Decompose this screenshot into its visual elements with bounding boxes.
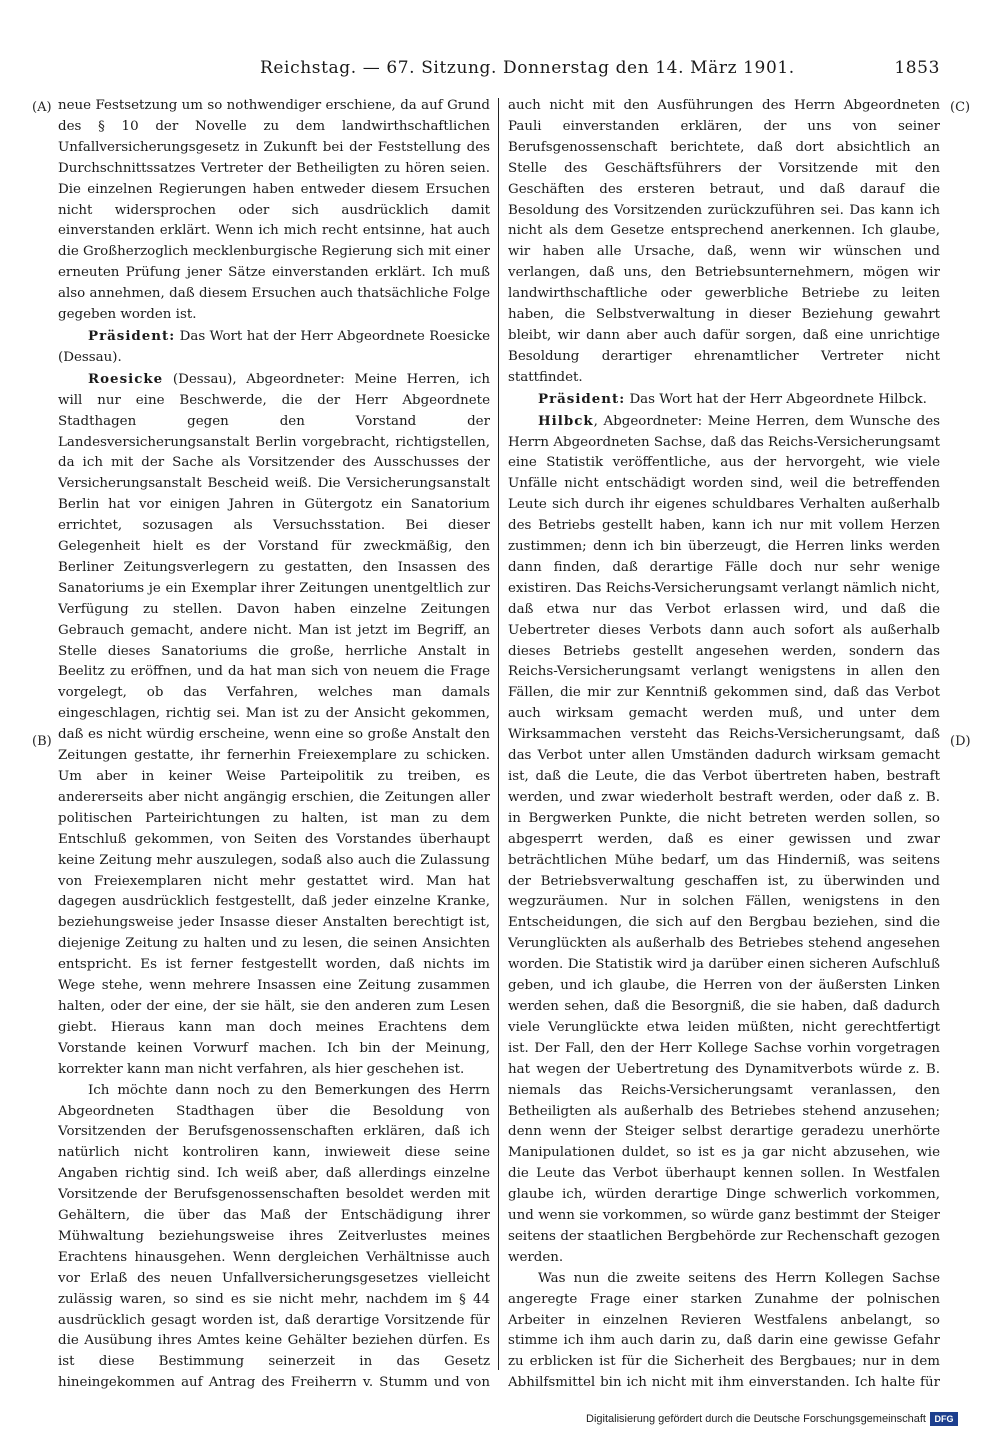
left-paragraph-2	[58, 326, 490, 369]
left-paragraph-3	[58, 369, 490, 1081]
right-paragraph-1: auch nicht mit den Ausführungen des Herrn Abgeordneten Pauli einverstanden erklären, der uns von seiner Berufsgenossenschaft berichtete, daß dort absichtlich an Stelle des Geschäftsführers der Vorsitzende mit den Geschäften des ersteren betraut, und daß darauf die Besoldung des Vorsitzenden zurückzuführen sei. Das kann ich nicht als dem Gesetze entsprechend anerkennen. Ich glaube, wir haben alle Ursache, daß, wenn wir wünschen und verlangen, daß uns, den Betriebsunternehmern, mögen wir landwirthschaftliche oder gewerbliche Betriebe zu leiten haben, die Selbstverwaltung in dieser Beziehung gewahrt bleibt, wir dann aber auch dafür sorgen, daß eine unrichtige Besoldung derartiger ehrenamtlicher Vertreter nicht stattfindet.	[508, 98, 940, 385]
margin-mark-a: (A)	[32, 100, 52, 115]
margin-mark-d: (D)	[950, 734, 971, 749]
president-label: Präsident:	[88, 327, 176, 344]
right-paragraph-2-text: Das Wort hat der Herr Abgeordnete Hilbck.	[625, 391, 927, 407]
left-paragraph-1: neue Festsetzung um so nothwendiger erschiene, da auf Grund des § 10 der Novelle zu dem landwirthschaftlichen Unfallversicherungsgesetz in Zukunft bei der Feststellung des Durchschnittssatzes Vertreter der Betheiligten zu hören seien. Die einzelnen Regierungen haben entweder diesem Ersuchen nicht widersprochen oder sich ausdrücklich damit einverstanden erklärt. Wenn ich mich recht entsinne, hat auch die Großherzoglich mecklenburgische Regierung sich mit einer erneuten Prüfung jener Sätze einverstanden erklärt. Ich muß also annehmen, daß diesem Ersuchen auch thatsächliche Folge gegeben worden ist.	[58, 98, 490, 323]
right-paragraph-2	[508, 389, 940, 411]
right-paragraph-3-text: , Abgeordneter: Meine Herren, dem Wunsche des Herrn Abgeordneten Sachse, daß das Reichs-Versicherungsamt eine Statistik veröffentliche, aus der hervorgeht, wie viele Unfälle nicht entschädigt worden sind, weil die betreffenden Leute sich durch ihr eigenes schuldbares Verhalten außerhalb des Betriebs gestellt haben, kann ich nur mit vollem Herzen zustimmen; denn ich bin überzeugt, die Herren links werden dann finden, daß derartige Fälle doch nur sehr wenige existiren. Das Reichs-Versicherungsamt verlangt nämlich nicht, daß etwa nur das Verbot erlassen wird, und daß die Uebertreter dieses Verbots dann auch sofort als außerhalb dieses Betriebs gestellt angesehen werden, sondern das Reichs-Versicherungsamt verlangt wenigstens in allen den Fällen, die mir zur Kenntniß gekommen sind, daß das Verbot auch wirksam gemacht werden muß, und unter dem Wirksammachen versteht das Reichs-Versicherungsamt, daß das Verbot unter allen Umständen dadurch wirksam gemacht ist, daß die Leute, die das Verbot übertreten haben, bestraft werden, und zwar wiederholt bestraft werden, oder daß z. B. in Bergwerken Punkte, die nicht betreten werden sollen, so abgesperrt werden, daß es einer gewissen und zwar beträchtlichen Mühe bedarf, um das Hinderniß, was seitens der Betriebsverwaltung geschaffen ist, zu überwinden und wegzuräumen. Nur in solchen Fällen, wenigstens in den Entscheidungen, die sich auf den Bergbau beziehen, sind die Verunglückten als außerhalb des Betriebes stehend angesehen worden. Die Statistik wird ja darüber einen sicheren Aufschluß geben, und ich glaube, die Herren von der äußersten Linken werden sehen, daß die Besorgniß, die sie haben, daß dadurch viele Verunglückte etwa leiden müßten, nicht gerechtfertigt ist. Der Fall, den der Herr Kollege Sachse vorhin vorgetragen hat wegen der Uebertretung des Dynamitverbots würde z. B. niemals das Reichs-Versicherungsamt veranlassen, den Betheiligten als außerhalb des Betriebes stehend anzusehen; denn wenn der Steiger selbst derartige geradezu unerhörte Manipulationen duldet, so ist es ja gar nicht abzusehen, wie die Leute das Verbot überhaupt kennen sollen. In Westfalen glaube ich, würden derartige Dinge schwerlich vorkommen, und wenn sie vorkommen, so würde ganz bestimmt der Steiger seitens der staatlichen Bergbehörde zur Rechenschaft gezogen werden.	[508, 413, 940, 1265]
left-column	[58, 96, 490, 1396]
right-column	[508, 96, 940, 1396]
left-paragraph-2-text: Das Wort hat der Herr Abgeordnete Roesicke (Dessau).	[58, 328, 490, 365]
page-number: 1853	[894, 58, 940, 78]
speaker-name: Roesicke	[88, 370, 164, 387]
digitization-footer	[586, 1412, 958, 1426]
page-header	[60, 58, 940, 84]
footer-text: Digitalisierung gefördert durch die Deutsche Forschungsgemeinschaft	[586, 1413, 926, 1425]
speaker-name: Hilbck	[538, 412, 594, 429]
margin-mark-b: (B)	[32, 734, 52, 749]
right-paragraph-3	[508, 411, 940, 1269]
left-paragraph-3-text: (Dessau), Abgeordneter: Meine Herren, ich will nur eine Beschwerde, die der Herr Abgeordnete Stadthagen gegen den Vorstand der Landesversicherungsanstalt Berlin vorgebracht, richtigstellen, da ich mit der Sache als Vorsitzender des Ausschusses der Versicherungsanstalt Bescheid weiß. Die Versicherungsanstalt Berlin hat vor einigen Jahren in Gütergotz ein Sanatorium errichtet, sozusagen als Versuchsstation. Bei dieser Gelegenheit hielt es der Vorstand für zweckmäßig, den Berliner Zeitungsverlegern zu gestatten, den Insassen des Sanatoriums je ein Exemplar ihrer Zeitungen unentgeltlich zur Verfügung zu stellen. Davon haben einzelne Zeitungen Gebrauch gemacht, andere nicht. Man ist jetzt im Begriff, an Stelle dieses Sanatoriums die große, herrliche Anstalt in Beelitz zu eröffnen, und da hat man sich von neuem die Frage vorgelegt, ob das Verfahren, welches man damals eingeschlagen, richtig sei. Man ist zu der Ansicht gekommen, daß es nicht würdig erscheine, wenn eine so große Anstalt den Zeitungen gestatte, ihr fernerhin Freiexemplare zu schicken. Um aber in keiner Weise Parteipolitik zu treiben, es andererseits aber nicht angängig erschien, die Zeitungen aller politischen Parteirichtungen zu halten, ist man zu dem Entschluß gekommen, von Seiten des Vorstandes überhaupt keine Zeitung mehr auszulegen, sodaß also auch die Zulassung von Freiexemplaren nicht mehr gestattet wird. Man hat dagegen ausdrücklich festgestellt, daß jeder einzelne Kranke, beziehungsweise jeder Insasse dieser Anstalten berechtigt ist, diejenige Zeitung zu halten und zu lesen, die seinen Ansichten entspricht. Es ist ferner festgestellt worden, daß nichts im Wege stehe, wenn mehrere Insassen eine Zeitung zusammen halten, oder der eine, der sie hält, sie den anderen zum Lesen giebt. Hieraus kann man doch meines Erachtens dem Vorstande keinen Vorwurf machen. Ich bin der Meinung, korrekter kann man nicht verfahren, als hier geschehen ist.	[58, 371, 490, 1077]
running-head: Reichstag. — 67. Sitzung. Donnerstag den 14. März 1901.	[260, 58, 795, 78]
margin-mark-c: (C)	[950, 100, 971, 115]
left-paragraph-4: Ich möchte dann noch zu den Bemerkungen des Herrn Abgeordneten Stadthagen über die Besoldung von Vorsitzenden der Berufsgenossenschaften erklären, daß ich natürlich nicht kontroliren kann, inwieweit diese seine Angaben richtig sind. Ich weiß aber, daß allerdings einzelne Vorsitzende der Berufsgenossenschaften besoldet werden mit Gehältern, die über das Maß der Entschädigung ihrer Mühwaltung beziehungsweise ihres Zeitverlustes meines Erachtens hinausgehen. Wenn dergleichen Verhältnisse auch vor Erlaß des neuen Unfallversicherungsgesetzes vielleicht zulässig waren, so sind es sie nicht mehr, nachdem im § 44 ausdrücklich gesagt worden ist, daß derartige Vorsitzende für die Ausübung ihres Amtes keine Gehälter beziehen dürfen. Es ist diese Bestimmung seinerzeit in das Gesetz hineingekommen auf Antrag des Freiherrn v. Stumm und von	[58, 1082, 490, 1391]
right-paragraph-4: Was nun die zweite seitens des Herrn Kollegen Sachse angeregte Frage einer starken Zunahme der polnischen Arbeiter in einzelnen Revieren Westfalens anbelangt, so stimme ich ihm auch darin zu, daß darin eine gewisse Gefahr zu erblicken ist für die Sicherheit des Bergbaues; nur in dem Abhilfsmittel bin ich nicht mit ihm einverstanden. Ich halte für	[508, 1270, 940, 1391]
dfg-logo-icon: DFG	[930, 1412, 958, 1426]
president-label: Präsident:	[538, 390, 626, 407]
column-divider	[498, 98, 499, 1370]
